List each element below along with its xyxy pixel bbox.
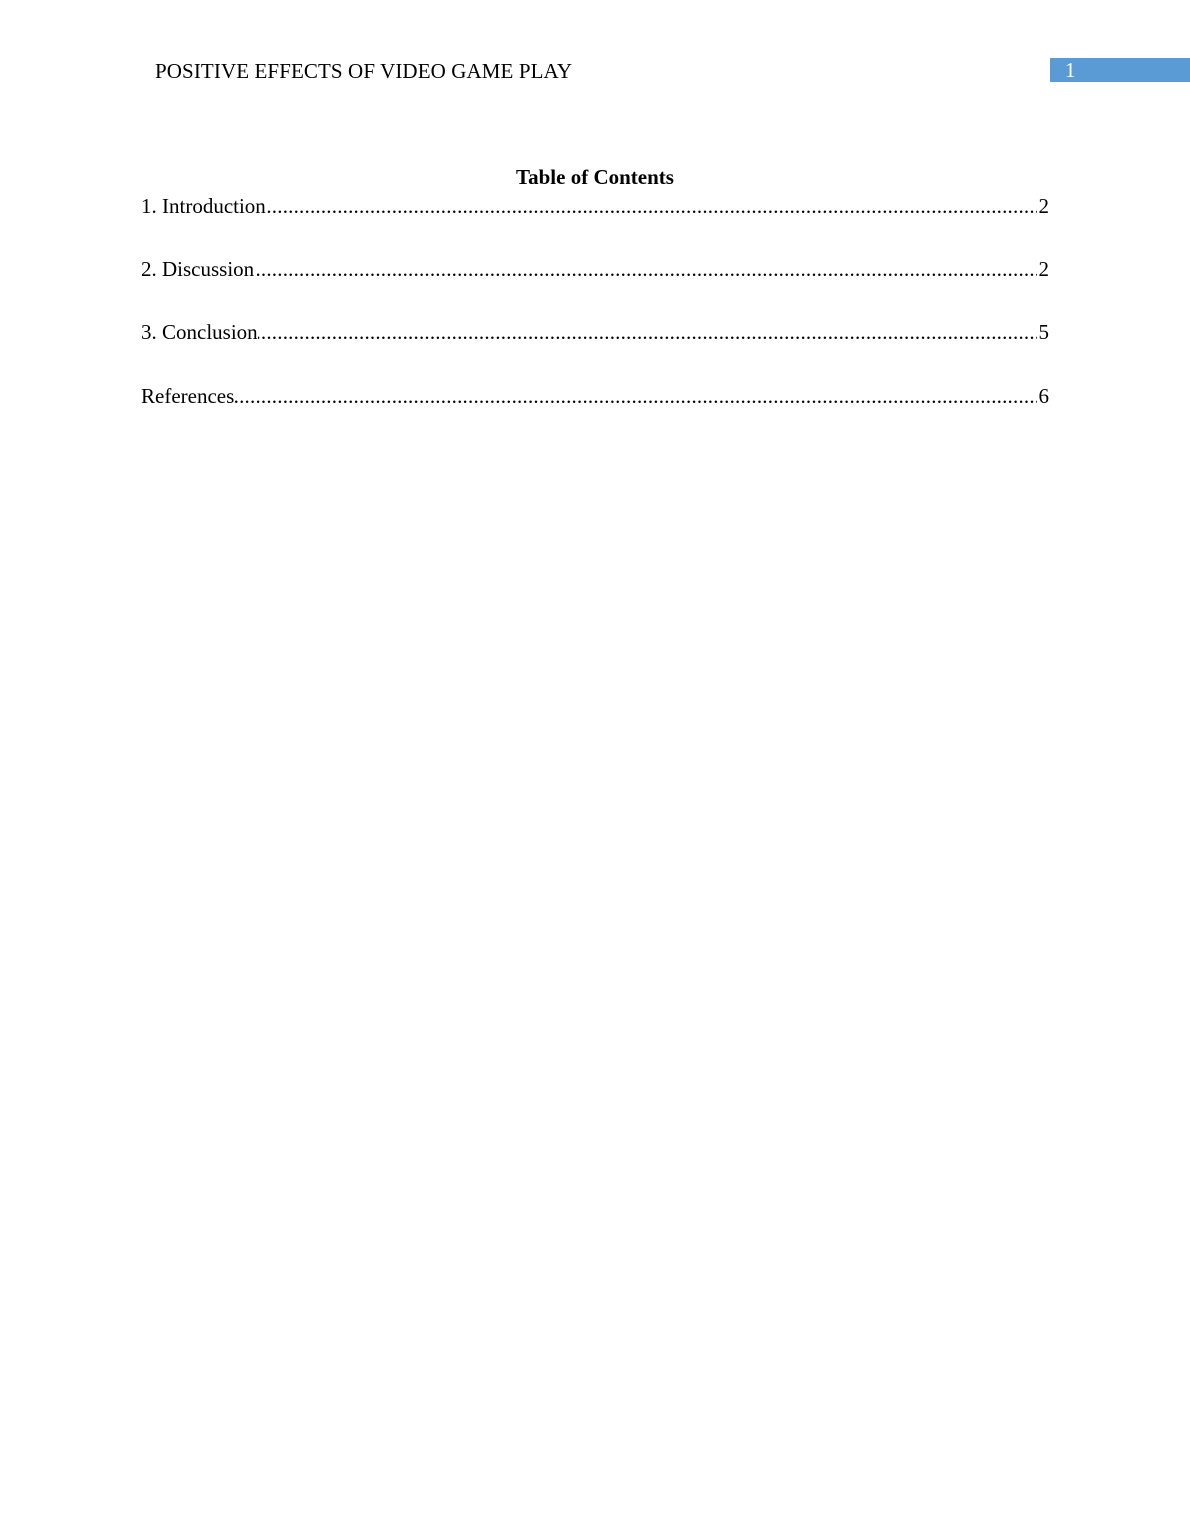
toc-entry-introduction[interactable] (141, 193, 1049, 256)
toc-entry-label: 1. Introduction (141, 194, 266, 218)
toc-leader (141, 193, 1037, 219)
page-number-box (1050, 58, 1190, 82)
toc-entry-label: References (141, 384, 235, 408)
toc-title: Table of Contents (516, 165, 674, 189)
toc-list (141, 193, 1049, 446)
toc-entry-page: 2 (1038, 194, 1049, 218)
running-head: POSITIVE EFFECTS OF VIDEO GAME PLAY (155, 59, 573, 83)
toc-leader (141, 383, 1037, 409)
toc-entry-page: 5 (1038, 320, 1049, 344)
toc-entry-page: 2 (1038, 257, 1049, 281)
toc-entry-page: 6 (1038, 384, 1049, 408)
toc-entry-label: 3. Conclusion (141, 320, 258, 344)
toc-entry-conclusion[interactable] (141, 319, 1049, 383)
toc-leader (141, 256, 1037, 282)
toc-entry-discussion[interactable] (141, 256, 1049, 319)
toc-entry-references[interactable] (141, 383, 1049, 446)
toc-leader (141, 319, 1037, 345)
page-number: 1 (1065, 58, 1076, 82)
toc-entry-label: 2. Discussion (141, 257, 255, 281)
